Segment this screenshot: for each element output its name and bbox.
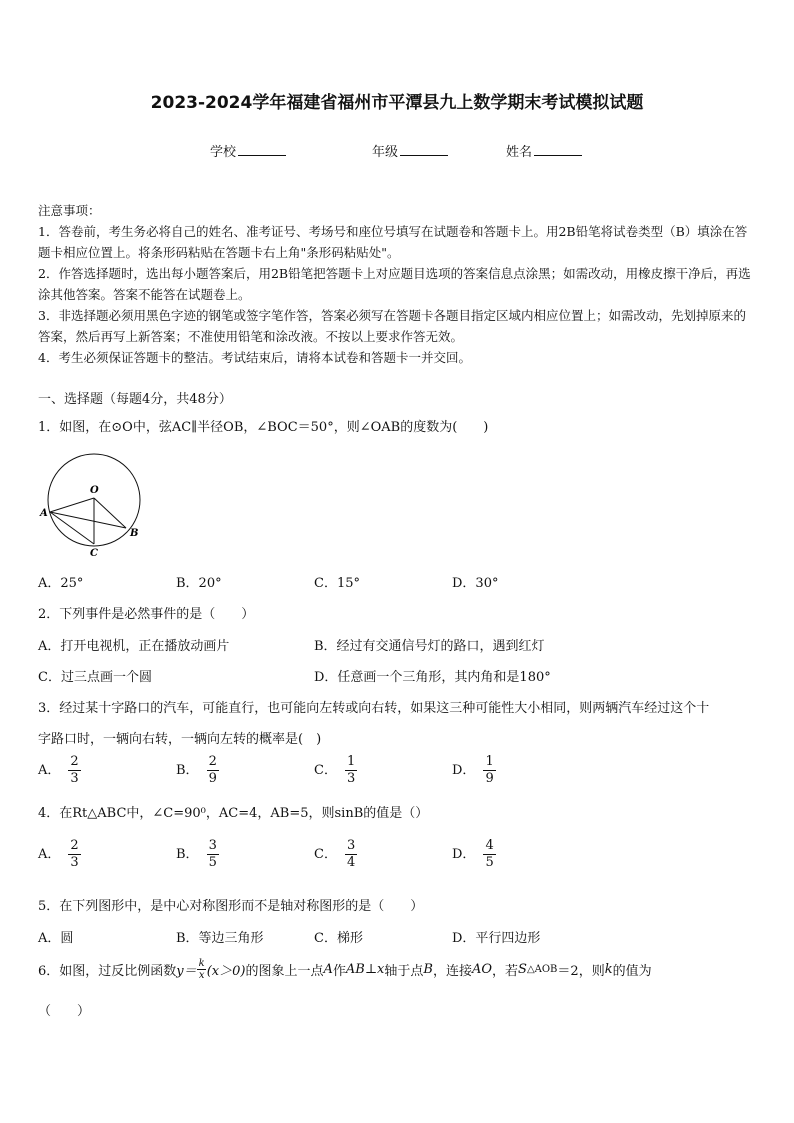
name-blank[interactable] — [534, 143, 582, 156]
q6-segment-ab: AB⊥x — [345, 962, 385, 977]
q1-stem: 1．如图，在⊙O中，弦AC∥半径OB，∠BOC＝50°，则∠OAB的度数为( ) — [38, 420, 489, 435]
q1-circle-diagram — [38, 448, 148, 560]
page-title: 2023-2024学年福建省福州市平潭县九上数学期末考试模拟试题 — [150, 93, 644, 113]
label-b: B — [130, 528, 139, 539]
q5-option-b[interactable]: B．等边三角形 — [176, 931, 264, 946]
q6-point-b: B — [423, 962, 433, 977]
fraction — [68, 838, 80, 871]
q6-stem — [38, 958, 652, 981]
fraction — [345, 754, 357, 787]
q6-text-mid3: 轴于点 — [384, 964, 424, 979]
q6-area-subscript: △AOB — [526, 964, 558, 975]
q6-answer-paren: （ ） — [38, 1004, 91, 1019]
label-c: C — [90, 548, 98, 559]
denominator: 3 — [346, 771, 356, 786]
q2-option-a[interactable]: A．打开电视机，正在播放动画片 — [38, 639, 230, 654]
numerator: 2 — [208, 754, 217, 769]
option-label: C． — [314, 763, 337, 778]
denominator: x — [198, 970, 205, 981]
q6-segment-ao: AO — [471, 962, 493, 977]
denominator: 3 — [70, 771, 79, 786]
numerator: 4 — [485, 838, 494, 853]
q6-text-mid4: ，连接 — [432, 964, 472, 979]
notice-item-4: 4．考生必须保证答题卡的整洁。考试结束后，请将本试卷和答题卡一并交回。 — [38, 350, 471, 365]
option-label: A． — [38, 763, 61, 778]
option-label: B． — [176, 763, 199, 778]
notice-item-3: 3．非选择题必须用黑色字迹的钢笔或签字笔作答，答案必须写在答题卡各题目指定区域内相应位置上；如需改动，先划掉原来的答案，然后再写上新答案；不准使用铅笔和涂改液。不按以上要求作答无效。 — [38, 308, 746, 344]
q3-option-a[interactable] — [38, 754, 81, 787]
q5-option-d[interactable]: D．平行四边形 — [452, 931, 541, 946]
notice-item-1: 1．答卷前，考生务必将自己的姓名、准考证号、考场号和座位号填写在试题卷和答题卡上。用2B铅笔将试卷类型（B）填涂在答题卡相应位置上。将条形码粘贴在答题卡右上角"条形码粘贴处"。 — [38, 224, 748, 260]
denominator: 3 — [70, 855, 79, 870]
q5-stem: 5．在下列图形中，是中心对称图形而不是轴对称图形的是（ ） — [38, 899, 424, 914]
school-label: 学校 — [210, 145, 237, 160]
numerator: 3 — [346, 838, 356, 853]
numerator: 2 — [70, 838, 79, 853]
school-field — [210, 141, 286, 160]
label-a: A — [40, 508, 48, 519]
label-o: O — [90, 485, 99, 496]
q6-text-mid5: ，若 — [492, 964, 519, 979]
option-label: D． — [452, 847, 476, 862]
numerator: 1 — [485, 754, 494, 769]
q4-option-b[interactable] — [176, 838, 219, 871]
q3-option-c[interactable] — [314, 754, 357, 787]
q6-area-s: S — [518, 962, 527, 977]
numerator: 3 — [208, 838, 217, 853]
segment-ob — [94, 498, 126, 528]
q6-text-end: 的值为 — [612, 964, 652, 979]
q6-func-fraction — [197, 958, 207, 981]
denominator: 9 — [485, 771, 494, 786]
fraction — [483, 754, 495, 787]
segment-ao — [50, 498, 94, 512]
option-label: A． — [38, 847, 61, 862]
q4-option-c[interactable] — [314, 838, 357, 871]
option-label: B． — [176, 847, 199, 862]
school-blank[interactable] — [238, 143, 286, 156]
fraction — [207, 754, 219, 787]
q1-option-c[interactable]: C．15° — [314, 576, 360, 591]
section-heading: 一、选择题（每题4分，共48分） — [38, 392, 232, 407]
notice-block — [38, 200, 758, 368]
q3-stem-line1: 3．经过某十字路口的汽车，可能直行，也可能向左转或向右转，如果这三种可能性大小相同，则两辆汽车经过这个十 — [38, 701, 710, 716]
q6-text-mid2: 作 — [332, 964, 346, 979]
numerator: 1 — [346, 754, 356, 769]
denominator: 9 — [208, 771, 217, 786]
q3-option-d[interactable] — [452, 754, 496, 787]
q6-text-pre: 6．如图，过反比例函数 — [38, 964, 177, 979]
q6-text-mid: 的图象上一点 — [245, 964, 324, 979]
q3-option-b[interactable] — [176, 754, 219, 787]
q2-option-c[interactable]: C．过三点画一个圆 — [38, 670, 152, 685]
q6-func-y: y＝ — [176, 964, 197, 979]
q6-k: k — [604, 962, 613, 977]
notice-item-2: 2．作答选择题时，选出每小题答案后，用2B铅笔把答题卡上对应题目选项的答案信息点涂黑；如需改动，用橡皮擦干净后，再选涂其他答案。答案不能答在试题卷上。 — [38, 266, 751, 302]
q2-option-b[interactable]: B．经过有交通信号灯的路口，遇到红灯 — [314, 639, 545, 654]
q5-option-c[interactable]: C．梯形 — [314, 931, 363, 946]
q2-option-d[interactable]: D．任意画一个三角形，其内角和是180° — [314, 670, 551, 685]
q5-option-a[interactable]: A．圆 — [38, 931, 74, 946]
option-label: C． — [314, 847, 337, 862]
q1-option-d[interactable]: D．30° — [452, 576, 499, 591]
name-label: 姓名 — [506, 145, 533, 160]
numerator: 2 — [70, 754, 79, 769]
q4-stem: 4．在Rt△ABC中，∠C=90⁰，AC=4，AB=5，则sinB的值是（） — [38, 806, 429, 821]
grade-blank[interactable] — [400, 143, 448, 156]
fraction — [345, 838, 357, 871]
grade-field — [372, 141, 448, 160]
q6-func-condition: (x＞0) — [206, 964, 246, 979]
q1-option-a[interactable]: A．25° — [38, 576, 84, 591]
q6-area-value: ＝2 — [557, 964, 579, 979]
denominator: 4 — [346, 855, 356, 870]
fraction — [207, 838, 219, 871]
numerator: k — [198, 958, 205, 969]
name-field — [506, 141, 582, 160]
q6-point-a: A — [323, 962, 333, 977]
q6-text-mid6: ，则 — [578, 964, 605, 979]
notice-heading: 注意事项： — [38, 203, 101, 218]
q4-option-d[interactable] — [452, 838, 496, 871]
grade-label: 年级 — [372, 145, 399, 160]
denominator: 5 — [485, 855, 494, 870]
q2-stem: 2．下列事件是必然事件的是（ ） — [38, 607, 255, 622]
fraction — [68, 754, 80, 787]
q4-option-a[interactable] — [38, 838, 81, 871]
q1-option-b[interactable]: B．20° — [176, 576, 222, 591]
q3-stem-line2: 字路口时，一辆向右转，一辆向左转的概率是( ) — [38, 732, 322, 747]
option-label: D． — [452, 763, 476, 778]
fraction — [483, 838, 495, 871]
denominator: 5 — [208, 855, 217, 870]
